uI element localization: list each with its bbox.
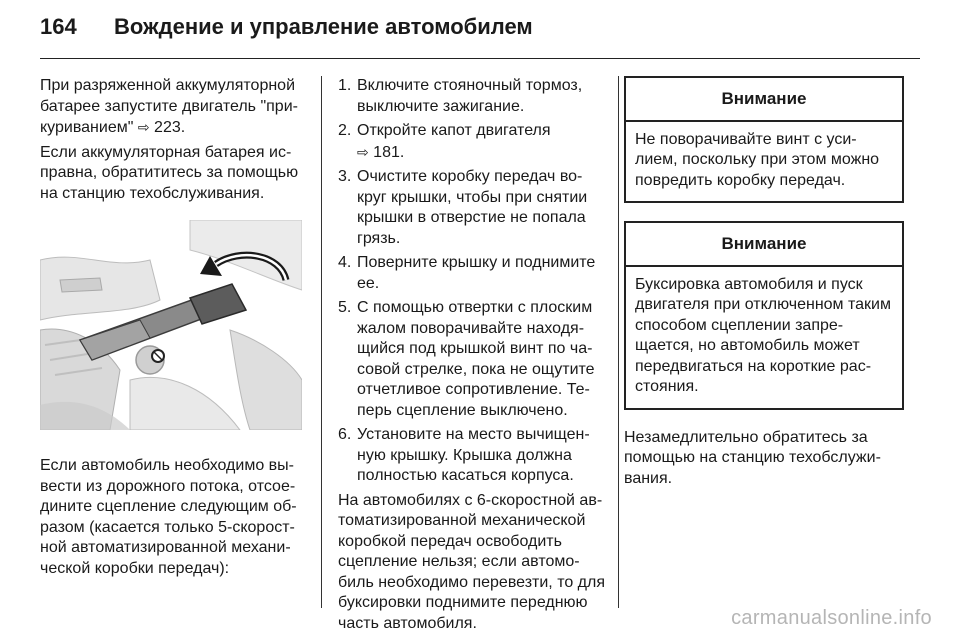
step-item: 1. Включите стояночный тормоз, выключите зажигание.	[338, 77, 583, 115]
caution-box	[624, 221, 904, 410]
paragraph-clutch-release: Если автомобиль необходимо вывести из дорожного потока, отсоедините сцепление следующим образом (касается только 5-скоростной автоматизированной механической коробки передач):	[40, 457, 297, 577]
step-item: 2. Откройте капот двигателя ⇨ 181.	[338, 122, 551, 161]
column-right	[624, 76, 904, 493]
gearbox-cover-illustration	[40, 220, 302, 430]
caution-heading: Внимание	[626, 78, 902, 122]
step-item: 3. Очистите коробку передач вокруг крышки, чтобы при снятии крышки в отверстие не попала грязь.	[338, 168, 588, 247]
paragraph-contact-service: Незамедлительно обратитесь за помощью на станцию техобслуживания.	[624, 428, 881, 487]
page-title: Вождение и управление автомобилем	[114, 14, 533, 39]
step-item: 4. Поверните крышку и поднимите ее.	[338, 254, 596, 292]
column-middle	[338, 76, 606, 638]
paragraph-6speed-note: На автомобилях с 6-скоростной автоматизированной механической коробкой передач освободить сцепление нельзя; если автомобиль необходимо перевезти, то для буксировки поднимите переднюю часть автомобиля.	[338, 491, 606, 632]
arrow-ref-icon: ⇨	[137, 119, 150, 135]
page-reference[interactable]: 181.	[368, 143, 405, 161]
caution-text: Буксировка автомобиля и пуск двигателя при отключенном таким способом сцеплении запрещается, но автомобиль может передвигаться на короткие расстояния.	[635, 275, 891, 395]
column-divider	[321, 76, 322, 608]
page-reference[interactable]: 223.	[149, 119, 186, 136]
page-number: 164	[40, 14, 77, 39]
caution-box	[624, 76, 904, 203]
step-item: 6. Установите на место вычищенную крышку. Крышка должна полностью касаться корпуса.	[338, 426, 590, 484]
page-header	[40, 14, 533, 40]
column-left	[40, 76, 305, 583]
watermark: carmanualsonline.info	[731, 607, 932, 629]
paragraph-jump-start: При разряженной аккумуляторной батарее запустите двигатель "прикуриванием" ⇨ 223.	[40, 77, 298, 136]
header-rule	[40, 58, 920, 59]
step-item: 5. С помощью отвертки с плоским жалом поворачивайте находящийся под крышкой винт по часовой стрелке, пока не ощутите отчетливое сопротивление. Теперь сцепление выключено.	[338, 299, 595, 419]
steps-list	[338, 76, 606, 487]
arrow-ref-icon: ⇨	[357, 143, 369, 160]
caution-text: Не поворачивайте винт с усилием, поскольку при этом можно повредить коробку передач.	[635, 130, 880, 189]
caution-heading: Внимание	[626, 223, 902, 267]
column-divider	[618, 76, 619, 608]
paragraph-battery-ok: Если аккумуляторная батарея исправна, обратититесь за помощью на станцию техобслуживания.	[40, 143, 299, 202]
